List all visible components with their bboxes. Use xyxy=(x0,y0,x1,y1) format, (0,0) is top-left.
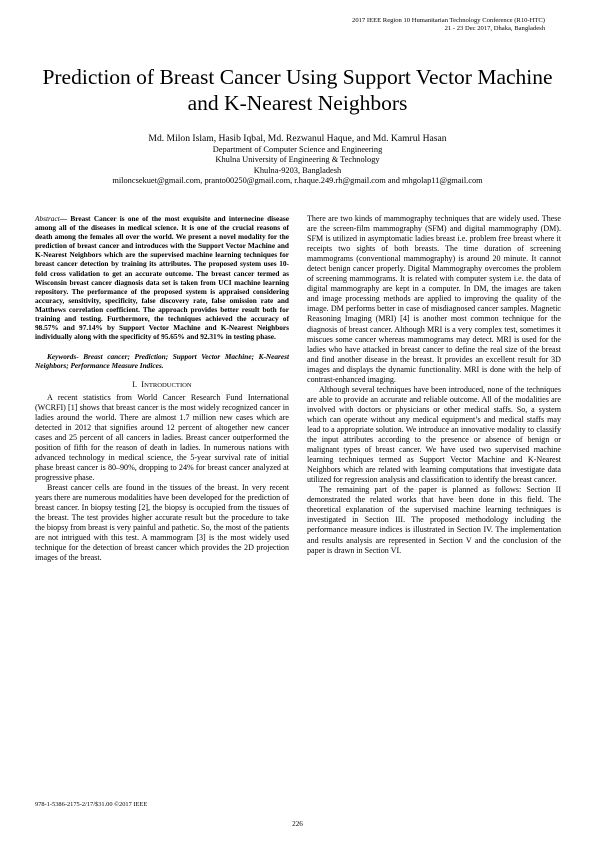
university: Khulna University of Engineering & Technology xyxy=(215,155,380,165)
paper-title: Prediction of Breast Cancer Using Support Vector Machine and K-Nearest Neighbors xyxy=(42,65,553,115)
abstract xyxy=(35,214,289,341)
section-heading-introduction xyxy=(35,380,289,391)
abstract-text: — Breast Cancer is one of the most exquisite and internecine disease among all of the diseases in medical science. It is one of the crucial reasons of death among the females all over the world. We present a novel modality for the prediction of breast cancer and introduces with the Support Vector Machine and K-Nearest Neighbors which are the supervised machine learning techniques for breast cancer detection by training its attributes. The proposed system uses 10-fold cross validation to get an accurate outcome. The breast cancer termed as Wisconsin breast cancer diagnosis data set is taken from UCI machine learning repository. The performance of the proposed system is appraised considering accuracy, sensitivity, specificity, false discovery rate, false omission rate and Matthews correlation coefficient. The approach provides better result both for training and testing. Furthermore, the techniques achieved the accuracy of 98.57% and 97.14% by Support Vector Machine and K-Nearest Neighbors individually along with the specificity of 95.65% and 92.31% in testing phase. xyxy=(35,214,289,342)
conference-date-location: 21 - 23 Dec 2017, Dhaka, Bangladesh xyxy=(444,25,545,33)
left-column xyxy=(35,214,289,563)
author-emails: miloncsekuet@gmail.com, pranto00250@gmail.com, r.haque.249.rh@gmail.com and mhgolap11@gmail.com xyxy=(112,176,483,186)
intro-paragraph-1: A recent statistics from World Cancer Research Fund International (WCRFI) [1] shows that breast cancer is the most widely recognized cancer in ladies around the world. There are almost 1.7 million new cases which are detected in 2012 that signifies around 12 percent of altogether new cancer cases and 25 percent of all cancers in ladies. Breast cancer outperformed the position of fifth for the reason of death in ladies. In numerous nations with advanced technology in medical science, the 5-year survival rate of initial phase breast cancer is 80–90%, dropping to 24% for breast cancer analyzed at progressive phase. xyxy=(35,392,289,482)
department: Department of Computer Science and Engineering xyxy=(212,145,383,154)
intro-paragraph-2: Breast cancer cells are found in the tissues of the breast. In very recent years there are numerous modalities have been developed for the prediction of breast cancer. In biopsy testing [2], the biopsy is occupied from the tissues of the breast. The test provides higher accurate result but the procedure to take the biopsy from breast is very painful and pathetic. So, the most of the patients are not intrigued with this test. A mammogram [3] is the most widely used technique for the detection of breast cancer which provides the 2D projection images of the breast. xyxy=(35,482,289,563)
section-title-initial: I xyxy=(141,379,145,389)
section-title-rest: NTRODUCTION xyxy=(144,381,192,389)
page-number: 226 xyxy=(292,820,303,828)
conference-header xyxy=(245,17,545,33)
abstract-label: Abstract xyxy=(35,214,60,223)
copyright-footer: 978-1-5386-2175-2/17/$31.00 ©2017 IEEE xyxy=(35,801,148,808)
address: Khulna-9203, Bangladesh xyxy=(253,165,342,175)
right-column xyxy=(307,214,561,556)
right-paragraph-2: Although several techniques have been introduced, none of the techniques are able to provide an accurate and reliable outcome. All of the modalities are involved with doctors or physicians or other medical staffs. So, a system which can operate without any medical equipment’s and medical staffs may lead to a appropriate solution. We introduce an innovative modality to classify the input attributes according to the presence or absence of benign or malignant types of breast cancer. We have used two supervised machine learning techniques termed as Support Vector Machine and K-Nearest Neighbors which are related with learning computations that investigate data utilized for regression analysis and classification to identify the breast cancer. xyxy=(307,384,561,485)
section-number: I. xyxy=(132,379,138,389)
affiliation-block xyxy=(40,145,555,187)
author-list: Md. Milon Islam, Hasib Iqbal, Md. Rezwanul Haque, and Md. Kamrul Hasan xyxy=(148,133,447,144)
right-paragraph-1: There are two kinds of mammography techniques that are widely used. These are the screen-film mammography (SFM) and digital mammography (DM). SFM is utilized in asymptomatic ladies breast i.e. problem free breast where it receipts two sights of both breasts. The time duration of screening mammograms (conventional mammography) is around 20 minute. It cannot detect benign cancer properly. Digital Mammography overcomes the problem of screening mammograms. It is related with computer system i.e. the data of digital mammography are kept in a computer. In DM, the images are taken and image processing methods are applied to improving the quality of the image. DM performs better in case of misdiagnosed cancer samples. Magnetic Reasoning Imaging (MRI) [4] is another most common technique for the diagnosis of breast cancer. Although MRI is a very complex test, sometimes it miscues some cancer whereas mammograms may detect. MRI is used for the ladies who have attacked in breast cancer to define the real size of the breast and find another disease in the breast. It provides an excellent result for 3D images and displays the dynamic functionality. MRI is done with the help of contrast-enhanced imaging. xyxy=(307,214,561,384)
keywords: Keywords- Breast cancer; Prediction; Support Vector Machine; K-Nearest Neighbors; Performance Measure Indices. xyxy=(35,352,289,371)
conference-name: 2017 IEEE Region 10 Humanitarian Technology Conference (R10-HTC) xyxy=(352,17,545,24)
right-paragraph-3: The remaining part of the paper is planned as follows: Section II demonstrated the related works that have been done in this field. The theoretical explanation of the supervised machine learning techniques is investigated in Section III. The proposed methodology including the performance measure indices is illustrated in Section IV. The implementation and results analysis are represented in Section V and the conclusion of the paper is drawn in Section VI. xyxy=(307,485,561,555)
